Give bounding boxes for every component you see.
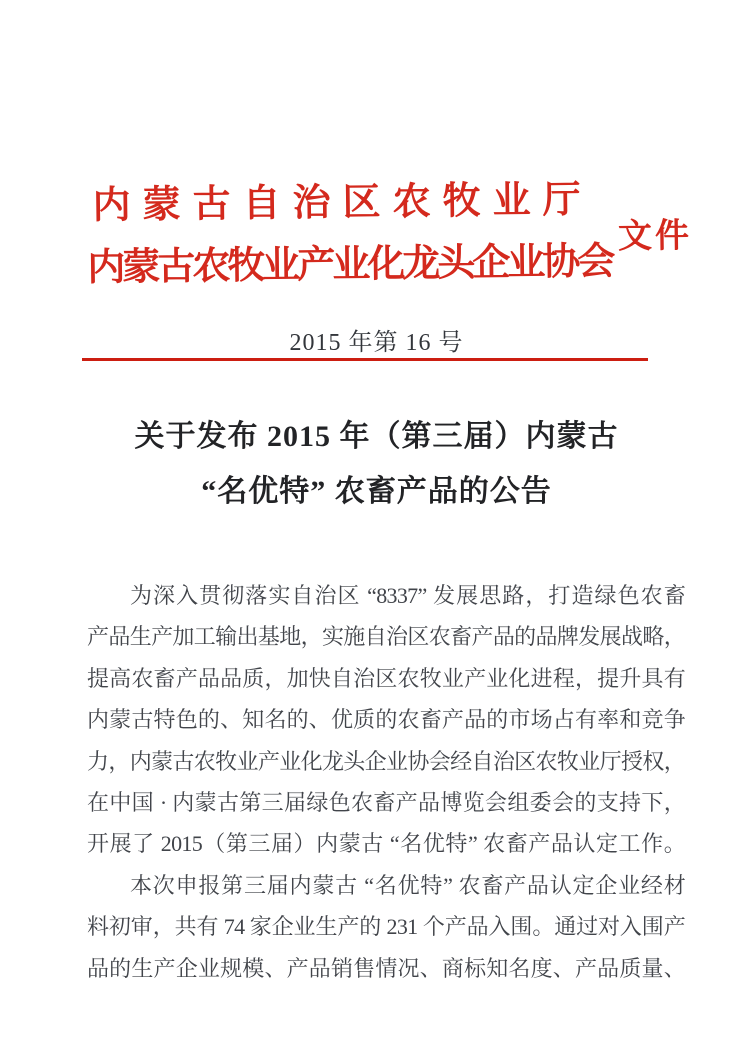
document-title-line1: 关于发布 2015 年（第三届）内蒙古 [134,420,619,453]
body-line-7: 开展了 2015（第三届）内蒙古 “名优特” 农畜产品认定工作。 [87,831,685,857]
body-line-8: 本次申报第三届内蒙古 “名优特” 农畜产品认定企业经材 [130,872,685,898]
document-number: 2015 年第 16 号 [289,330,464,356]
body-line-2: 产品生产加工输出基地，实施自治区农畜产品的品牌发展战略， [87,624,685,650]
document-title [0,417,753,512]
issuer-name-primary: 内蒙古自治区农牧业厅 [92,178,593,228]
document-title-line2: “名优特” 农畜产品的公告 [201,475,552,508]
body-line-4: 内蒙古特色的、知名的、优质的农畜产品的市场占有率和竞争 [87,707,685,733]
issuer-secondary-row [87,217,733,290]
body-line-3: 提高农畜产品品质，加快自治区农牧业产业化进程，提升具有 [87,665,685,691]
body-line-1: 为深入贯彻落实自治区 “8337” 发展思路，打造绿色农畜 [130,583,685,608]
issuer-name-secondary: 内蒙古农牧业产业化龙头企业协会 [87,240,613,290]
document-body [87,575,685,989]
body-line-5: 力，内蒙古农牧业产业化龙头企业协会经自治区农牧业厅授权， [87,748,685,774]
body-line-10: 品的生产企业规模、产品销售情况、商标知名度、产品质量、 [87,955,685,981]
letterhead [87,178,733,290]
body-line-6: 在中国 · 内蒙古第三届绿色农畜产品博览会组委会的支持下， [87,789,685,815]
red-divider-line [82,358,648,361]
body-line-9: 料初审，共有 74 家企业生产的 231 个产品入围。通过对入围产 [87,914,685,940]
document-type-label: 文件 [617,217,693,256]
